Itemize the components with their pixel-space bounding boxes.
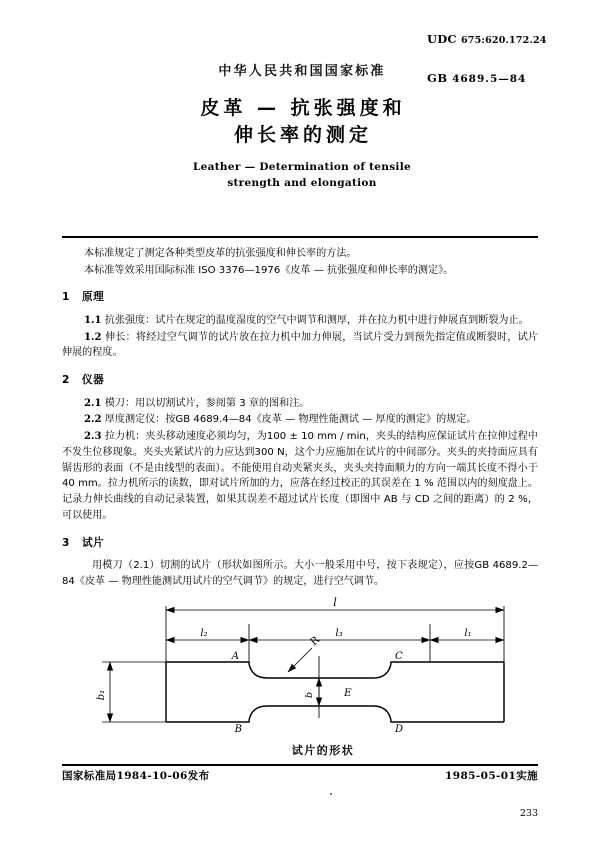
- dimension-wide-width: [96, 662, 166, 722]
- standard-codes: [427, 32, 547, 85]
- clause-1-1: [62, 313, 538, 329]
- clause-number-2-1: 2.1: [84, 397, 102, 409]
- clause-text-2-2: 厚度测定仪：按GB 4689.4—84《皮革 — 物理性能测试 — 厚度的测定》的规定。: [104, 414, 477, 426]
- page-title: [0, 95, 600, 149]
- clause-number-1-1: 1.1: [84, 314, 102, 326]
- clause-text-2-3: 拉力机：夹头移动速度必须均匀，为100 ± 10 mm / min，夹头的结构应保证试片在拉伸过程中不发生位移现象。夹头夹紧试片的力应达到300 N，这个力应施加在试片的中间部分。夹头的夹持面应具有锯齿形的表面（不是由线型的表面）。不能使用自动夹紧夹头，夹头夹持面顺力的方向一端其长度不得小于40 mm。拉力机所示的读数，即对试片所加的力，应落在经过校正的其误差在 1 % 范围以内的刻度盘上。记录力伸长曲线的自动记录装置，如果其误差不超过试片长度（即图中 AB 与 CD 之间的距离）的 2 %，可以使用。: [62, 431, 538, 521]
- udc-label: UDC: [427, 32, 457, 46]
- clause-number-2-2: 2.2: [84, 414, 102, 426]
- clause-number-1-2: 1.2: [84, 331, 102, 343]
- dimension-label-l1: l₁: [464, 628, 472, 639]
- section-heading-2: [62, 372, 538, 389]
- page-title-line-2: 伸长率的测定: [233, 123, 372, 146]
- specimen-outline: [166, 662, 504, 722]
- intro-paragraph-1: 本标准规定了测定各种类型皮革的抗张强度和伸长率的方法。: [84, 248, 357, 259]
- udc-number: 675:620.172.24: [460, 35, 547, 46]
- point-label-E: E: [344, 687, 352, 699]
- section-heading-3: [62, 535, 538, 552]
- figure-caption: 试片的形状: [291, 744, 355, 757]
- document-body: [62, 246, 538, 591]
- english-title-line-2: strength and elongation: [227, 176, 377, 189]
- dimension-gauge-length: [249, 628, 430, 640]
- point-label-A: A: [231, 651, 239, 662]
- point-label-B: B: [234, 724, 242, 735]
- gb-label: GB: [427, 71, 448, 85]
- radius-callout: [288, 633, 323, 672]
- dimension-right-grip: [430, 628, 504, 640]
- clause-1-2: [62, 330, 538, 361]
- footer-divider-rule: [62, 764, 538, 766]
- section-heading-1: [62, 289, 538, 306]
- dimension-label-R: R: [307, 634, 322, 649]
- section-number-2: 2: [62, 374, 70, 387]
- section-title-3: 试片: [82, 536, 105, 549]
- section-title-2: 仪器: [82, 374, 105, 387]
- print-artifact-dot: [330, 793, 332, 795]
- dimension-label-b1: b₁: [96, 689, 107, 701]
- dimension-label-l: l: [333, 596, 337, 609]
- clause-3-body: 用模刀（2.1）切割的试片（形状如图所示。大小一般采用中号，按下表规定），应按GB 4689.2—84《皮革 — 物理性能测试用试片的空气调节》的规定，进行空气调节。: [62, 560, 538, 587]
- intro-paragraph-2: 本标准等效采用国际标准 ISO 3376—1976《皮革 — 抗张强度和伸长率的测定》。: [84, 264, 454, 276]
- page-title-line-1: 皮革 — 抗张强度和: [200, 97, 406, 119]
- header-divider-rule: [62, 236, 538, 238]
- dimension-label-b: b: [304, 691, 315, 699]
- section-number-1: 1: [62, 291, 70, 304]
- dimension-label-l3: l₃: [335, 628, 343, 639]
- gb-number: 4689.5—84: [452, 73, 527, 85]
- clause-2-3: [62, 429, 538, 523]
- section-number-3: 3: [62, 536, 70, 549]
- effective-date: 1985-05-01实施: [445, 770, 538, 782]
- section-title-1: 原理: [82, 291, 105, 304]
- point-label-D: D: [395, 724, 404, 735]
- specimen-shape-drawing: [62, 596, 538, 736]
- dimension-left-grip: [166, 628, 249, 640]
- gb-standard-code: [427, 71, 547, 85]
- clause-text-2-1: 模刀：用以切割试片，参阅第 3 章的图和注。: [104, 397, 310, 409]
- specimen-figure: [62, 596, 538, 758]
- issue-date: 国家标准局1984-10-06发布: [62, 770, 210, 782]
- english-title: [0, 160, 600, 192]
- witness-lines: [166, 606, 504, 722]
- clause-text-1-2: 伸长：将经过空气调节的试片放在拉力机中加力伸展，当试片受力到预先指定值或断裂时，试片伸展的程度。: [62, 331, 538, 359]
- dimension-label-l2: l₂: [200, 628, 208, 639]
- udc-code: [427, 32, 547, 46]
- clause-number-2-3: 2.3: [84, 431, 102, 443]
- point-label-C: C: [395, 651, 403, 662]
- dimension-narrow-width: [304, 678, 319, 706]
- page-number: 233: [519, 808, 538, 819]
- document-footer: [62, 768, 538, 783]
- clause-2-1: [62, 396, 538, 412]
- clause-text-1-1: 抗张强度：试片在规定的温度湿度的空气中调节和测厚，并在拉力机中进行伸展直到断裂为止。: [104, 314, 529, 326]
- clause-2-2: [62, 412, 538, 428]
- national-standard-header: 中华人民共和国国家标准: [218, 64, 386, 79]
- english-title-line-1: Leather — Determination of tensile: [192, 160, 411, 173]
- dimension-overall-length: [166, 596, 504, 610]
